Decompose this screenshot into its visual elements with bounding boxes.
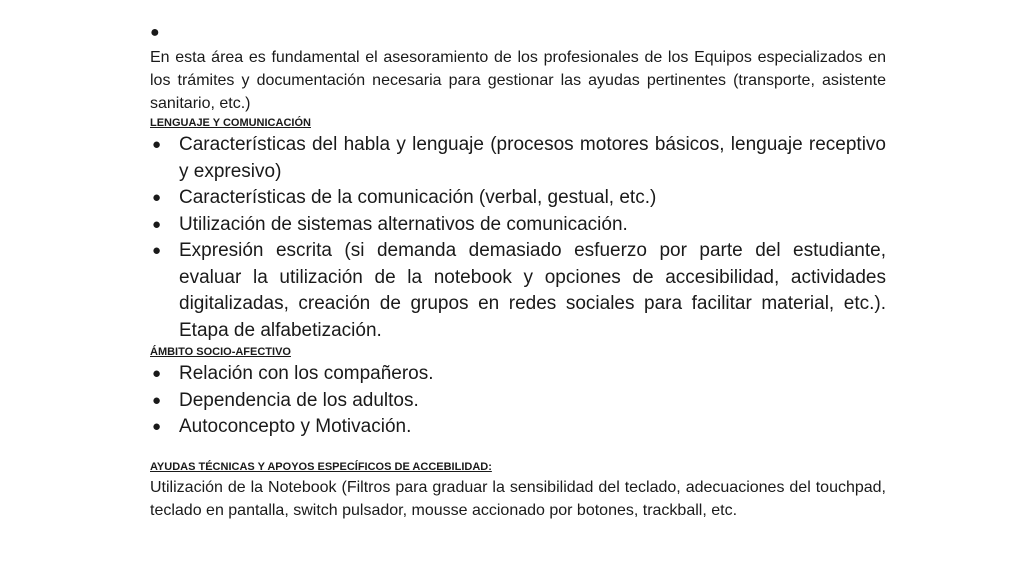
empty-bullet: ●	[150, 24, 160, 41]
list-item: ● Dependencia de los adultos.	[150, 388, 886, 415]
list-item: ● Utilización de sistemas alternativos de comunicación.	[150, 212, 886, 239]
bullet-icon: ●	[152, 365, 162, 382]
list-item: ● Características del habla y lenguaje (procesos motores básicos, lenguaje receptivo y expresivo)	[152, 134, 886, 182]
spacer	[150, 441, 886, 459]
heading-lenguaje: LENGUAJE Y COMUNICACIÓN	[150, 117, 311, 129]
bullet-icon: ●	[152, 391, 162, 409]
intro-paragraph: En esta área es fundamental el asesoramiento de los profesionales de los Equipos especializados en los trámites y documentación necesaria para gestionar las ayudas pertinentes (transporte, asistente sanitario, etc.)	[150, 49, 886, 112]
lenguaje-list	[150, 132, 886, 344]
bullet-icon: ●	[152, 136, 162, 153]
heading-ayudas: AYUDAS TÉCNICAS Y APOYOS ESPECÍFICOS DE ACCEBILIDAD:	[150, 460, 492, 473]
list-item: ● Relación con los compañeros.	[150, 361, 886, 388]
bullet-icon: ●	[152, 215, 162, 233]
heading-socio-afectivo: ÁMBITO SOCIO-AFECTIVO	[150, 346, 291, 358]
bullet-icon: ●	[152, 189, 162, 206]
bullet-icon: ●	[152, 242, 162, 259]
socio-list	[150, 361, 886, 441]
list-item: ● Expresión escrita (si demanda demasiado esfuerzo por parte del estudiante, evaluar la utilización de la notebook y opciones de accesibilidad, actividades digitalizadas, creación de grupos en redes sociales para facilitar material, etc.). Etapa de alfabetización.	[152, 240, 886, 341]
list-item: ● Autoconcepto y Motivación.	[150, 414, 886, 441]
ayudas-paragraph: Utilización de la Notebook (Filtros para graduar la sensibilidad del teclado, adecuaciones del touchpad, teclado en pantalla, switch pulsador, mousse accionado por botones, trackball, etc.	[150, 478, 886, 519]
bullet-icon: ●	[152, 418, 162, 435]
list-item: ● Características de la comunicación (verbal, gestual, etc.)	[150, 185, 886, 212]
document-page	[150, 22, 886, 522]
